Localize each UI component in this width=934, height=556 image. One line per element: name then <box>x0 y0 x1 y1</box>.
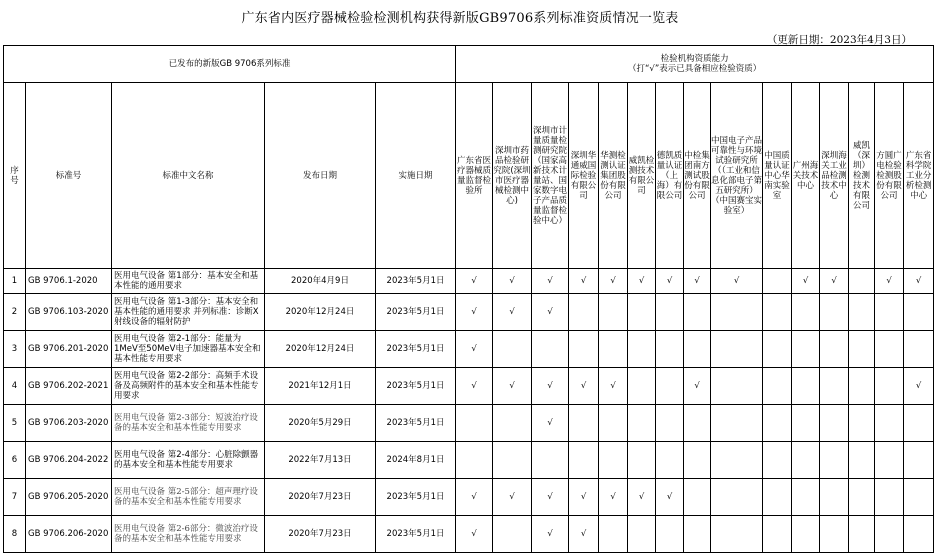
row-check-cell <box>532 442 569 479</box>
row-publish-date: 2020年12月24日 <box>265 294 376 331</box>
row-check-cell: √ <box>532 269 569 294</box>
row-check-cell <box>711 516 763 553</box>
row-publish-date: 2020年4月9日 <box>265 269 376 294</box>
row-check-cell <box>599 442 628 479</box>
row-check-cell: √ <box>569 479 599 516</box>
row-implement-date: 2023年5月1日 <box>376 368 456 405</box>
row-standard-name: 医用电气设备 第1-3部分：基本安全和基本性能的通用要求 并列标准：诊断X射线设备的辐射防护 <box>112 294 265 331</box>
row-check-cell <box>456 405 493 442</box>
row-check-cell <box>569 331 599 368</box>
lab-column-header: 广东省科学院工业分析检测中心 <box>904 83 934 269</box>
row-check-cell <box>792 294 820 331</box>
row-standard-number: GB 9706.201-2020 <box>26 331 112 368</box>
row-implement-date: 2023年5月1日 <box>376 479 456 516</box>
row-check-cell: √ <box>456 516 493 553</box>
row-check-cell <box>569 405 599 442</box>
row-standard-name: 医用电气设备 第1部分：基本安全和基本性能的通用要求 <box>112 269 265 294</box>
row-check-cell: √ <box>569 368 599 405</box>
row-check-cell <box>711 294 763 331</box>
row-publish-date: 2020年5月29日 <box>265 405 376 442</box>
row-check-cell: √ <box>456 331 493 368</box>
row-check-cell <box>656 405 684 442</box>
table-row <box>4 269 934 294</box>
row-check-cell <box>875 294 904 331</box>
row-publish-date: 2020年7月23日 <box>265 516 376 553</box>
row-check-cell: √ <box>656 269 684 294</box>
row-seq: 2 <box>4 294 26 331</box>
lab-column-header: 威凯检测技术有限公司 <box>628 83 656 269</box>
row-check-cell <box>599 294 628 331</box>
update-date-note: （更新日期：2023年4月3日） <box>766 34 912 46</box>
row-check-cell: √ <box>456 368 493 405</box>
lab-column-header: 中检集团南方测试股份有限公司 <box>684 83 711 269</box>
row-seq: 1 <box>4 269 26 294</box>
row-check-cell <box>820 479 849 516</box>
row-check-cell <box>628 405 656 442</box>
lab-column-header: 深圳海关工业品检测技术中心 <box>820 83 849 269</box>
table-row <box>4 516 934 553</box>
lab-column-header: 中国电子产品可靠性与环境试验研究所（（工业和信息化部电子第五研究所）（中国赛宝实验室） <box>711 83 763 269</box>
row-check-cell: √ <box>532 516 569 553</box>
row-standard-name: 医用电气设备 第2-1部分：能量为1MeV至50MeV电子加速器基本安全和基本性能专用要求 <box>112 331 265 368</box>
row-check-cell <box>763 294 792 331</box>
row-check-cell: √ <box>493 269 532 294</box>
row-check-cell: √ <box>875 269 904 294</box>
row-check-cell <box>656 331 684 368</box>
row-check-cell: √ <box>904 269 934 294</box>
row-check-cell <box>656 442 684 479</box>
lab-column-header: 深圳市药品检验研究院(深圳市医疗器械检测中心) <box>493 83 532 269</box>
row-check-cell <box>763 442 792 479</box>
table-row <box>4 442 934 479</box>
lab-column-header: 中国质量认证中心华南实验室 <box>763 83 792 269</box>
row-check-cell <box>849 294 875 331</box>
row-standard-number: GB 9706.205-2020 <box>26 479 112 516</box>
row-check-cell <box>628 368 656 405</box>
row-check-cell: √ <box>599 479 628 516</box>
standards-group-header: 已发布的新版GB 9706系列标准 <box>4 46 456 83</box>
row-check-cell <box>792 516 820 553</box>
lab-column-header: 深圳市计量质量检测研究院（国家高新技术计量站、国家数字电子产品质量监督检验中心） <box>532 83 569 269</box>
row-seq: 4 <box>4 368 26 405</box>
row-check-cell <box>684 479 711 516</box>
row-check-cell <box>904 442 934 479</box>
row-check-cell <box>684 516 711 553</box>
row-check-cell <box>628 516 656 553</box>
row-check-cell <box>684 405 711 442</box>
lab-column-header: 德凯质量认证（上海）有限公司 <box>656 83 684 269</box>
row-standard-name: 医用电气设备 第2-2部分：高频手术设备及高频附件的基本安全和基本性能专用要求 <box>112 368 265 405</box>
row-check-cell <box>875 368 904 405</box>
row-check-cell <box>849 479 875 516</box>
row-check-cell: √ <box>493 294 532 331</box>
row-check-cell <box>684 442 711 479</box>
row-check-cell: √ <box>820 269 849 294</box>
row-publish-date: 2022年7月13日 <box>265 442 376 479</box>
row-check-cell <box>493 331 532 368</box>
row-implement-date: 2023年5月1日 <box>376 516 456 553</box>
row-standard-name: 医用电气设备 第2-5部分：超声理疗设备的基本安全和基本性能专用要求 <box>112 479 265 516</box>
row-check-cell <box>792 479 820 516</box>
row-check-cell <box>656 294 684 331</box>
row-check-cell <box>628 442 656 479</box>
table-row <box>4 294 934 331</box>
lab-column-header: 广东省医疗器械质量监督检验所 <box>456 83 493 269</box>
row-check-cell <box>820 331 849 368</box>
row-check-cell <box>569 442 599 479</box>
row-check-cell: √ <box>656 479 684 516</box>
row-check-cell <box>684 331 711 368</box>
lab-capability-subtitle: （打“√”表示已具备相应检验资质） <box>628 64 762 74</box>
row-check-cell: √ <box>569 269 599 294</box>
row-check-cell <box>904 294 934 331</box>
lab-column-header: 广州海关技术中心 <box>792 83 820 269</box>
row-check-cell <box>792 405 820 442</box>
row-check-cell <box>904 479 934 516</box>
row-check-cell <box>763 516 792 553</box>
row-check-cell <box>456 442 493 479</box>
row-standard-name: 医用电气设备 第2-4部分：心脏除颤器的基本安全和基本性能专用要求 <box>112 442 265 479</box>
col-header-standard: 标准号 <box>26 83 112 269</box>
row-check-cell: √ <box>599 368 628 405</box>
row-check-cell <box>493 405 532 442</box>
row-check-cell <box>656 368 684 405</box>
row-check-cell <box>820 516 849 553</box>
row-implement-date: 2023年5月1日 <box>376 294 456 331</box>
row-implement-date: 2023年5月1日 <box>376 269 456 294</box>
row-check-cell: √ <box>532 405 569 442</box>
lab-column-header: 深圳华通威国际检验有限公司 <box>569 83 599 269</box>
row-check-cell <box>849 442 875 479</box>
row-check-cell <box>493 442 532 479</box>
row-check-cell <box>904 405 934 442</box>
row-standard-name: 医用电气设备 第2-3部分：短波治疗设备的基本安全和基本性能专用要求 <box>112 405 265 442</box>
row-standard-number: GB 9706.1-2020 <box>26 269 112 294</box>
row-check-cell <box>849 269 875 294</box>
row-check-cell <box>763 331 792 368</box>
lab-column-header: 威凯（深圳）检测技术有限公司 <box>849 83 875 269</box>
row-check-cell: √ <box>493 368 532 405</box>
row-check-cell <box>711 368 763 405</box>
row-check-cell: √ <box>532 294 569 331</box>
row-check-cell <box>599 405 628 442</box>
row-check-cell <box>532 331 569 368</box>
table-row <box>4 368 934 405</box>
col-header-publish-date: 发布日期 <box>265 83 376 269</box>
qualification-table <box>3 45 934 553</box>
row-standard-number: GB 9706.103-2020 <box>26 294 112 331</box>
row-standard-number: GB 9706.203-2020 <box>26 405 112 442</box>
row-seq: 3 <box>4 331 26 368</box>
row-check-cell <box>875 516 904 553</box>
row-check-cell <box>711 479 763 516</box>
row-check-cell <box>569 294 599 331</box>
row-check-cell <box>628 331 656 368</box>
row-check-cell: √ <box>569 516 599 553</box>
row-publish-date: 2021年12月1日 <box>265 368 376 405</box>
row-check-cell <box>849 405 875 442</box>
row-check-cell <box>763 479 792 516</box>
row-check-cell <box>849 331 875 368</box>
row-check-cell <box>820 405 849 442</box>
row-check-cell <box>820 368 849 405</box>
row-check-cell: √ <box>628 479 656 516</box>
row-implement-date: 2023年5月1日 <box>376 331 456 368</box>
row-check-cell <box>711 442 763 479</box>
row-check-cell: √ <box>532 479 569 516</box>
row-check-cell <box>904 516 934 553</box>
row-check-cell <box>875 479 904 516</box>
row-check-cell <box>763 269 792 294</box>
row-seq: 8 <box>4 516 26 553</box>
table-row <box>4 331 934 368</box>
table-row <box>4 479 934 516</box>
row-check-cell <box>763 368 792 405</box>
page-title: 广东省内医疗器械检验检测机构获得新版GB9706系列标准资质情况一览表 <box>241 11 679 26</box>
row-check-cell: √ <box>792 269 820 294</box>
row-check-cell <box>684 294 711 331</box>
row-publish-date: 2020年7月23日 <box>265 479 376 516</box>
row-check-cell <box>849 516 875 553</box>
table-row <box>4 405 934 442</box>
row-check-cell: √ <box>628 269 656 294</box>
row-standard-name: 医用电气设备 第2-6部分：微波治疗设备的基本安全和基本性能专用要求 <box>112 516 265 553</box>
row-check-cell <box>875 331 904 368</box>
row-standard-number: GB 9706.204-2022 <box>26 442 112 479</box>
row-publish-date: 2020年12月24日 <box>265 331 376 368</box>
row-check-cell <box>875 405 904 442</box>
col-header-implement-date: 实施日期 <box>376 83 456 269</box>
row-check-cell <box>849 368 875 405</box>
lab-capability-group-header <box>456 46 934 83</box>
row-standard-number: GB 9706.206-2020 <box>26 516 112 553</box>
row-check-cell <box>792 368 820 405</box>
row-check-cell <box>628 294 656 331</box>
row-check-cell: √ <box>684 368 711 405</box>
row-standard-number: GB 9706.202-2021 <box>26 368 112 405</box>
row-check-cell <box>820 294 849 331</box>
row-check-cell <box>763 405 792 442</box>
row-check-cell <box>599 516 628 553</box>
row-seq: 6 <box>4 442 26 479</box>
row-seq: 5 <box>4 405 26 442</box>
row-check-cell: √ <box>456 294 493 331</box>
row-seq: 7 <box>4 479 26 516</box>
row-implement-date: 2023年5月1日 <box>376 405 456 442</box>
row-check-cell: √ <box>456 269 493 294</box>
lab-capability-title: 检验机构资质能力 <box>660 54 729 64</box>
row-check-cell <box>820 442 849 479</box>
row-check-cell: √ <box>456 479 493 516</box>
row-check-cell <box>711 405 763 442</box>
col-header-seq: 序号 <box>4 83 26 269</box>
row-check-cell <box>792 442 820 479</box>
row-check-cell <box>711 331 763 368</box>
row-check-cell <box>904 331 934 368</box>
row-check-cell <box>599 331 628 368</box>
row-check-cell: √ <box>493 479 532 516</box>
lab-column-header: 华测检测认证集团股份有限公司 <box>599 83 628 269</box>
lab-column-header: 方圆广电检验检测股份有限公司 <box>875 83 904 269</box>
row-check-cell <box>875 442 904 479</box>
row-check-cell: √ <box>711 269 763 294</box>
row-check-cell: √ <box>904 368 934 405</box>
row-implement-date: 2024年8月1日 <box>376 442 456 479</box>
row-check-cell <box>656 516 684 553</box>
row-check-cell <box>792 331 820 368</box>
row-check-cell <box>493 516 532 553</box>
row-check-cell: √ <box>532 368 569 405</box>
col-header-name: 标准中文名称 <box>112 83 265 269</box>
row-check-cell: √ <box>599 269 628 294</box>
row-check-cell: √ <box>684 269 711 294</box>
